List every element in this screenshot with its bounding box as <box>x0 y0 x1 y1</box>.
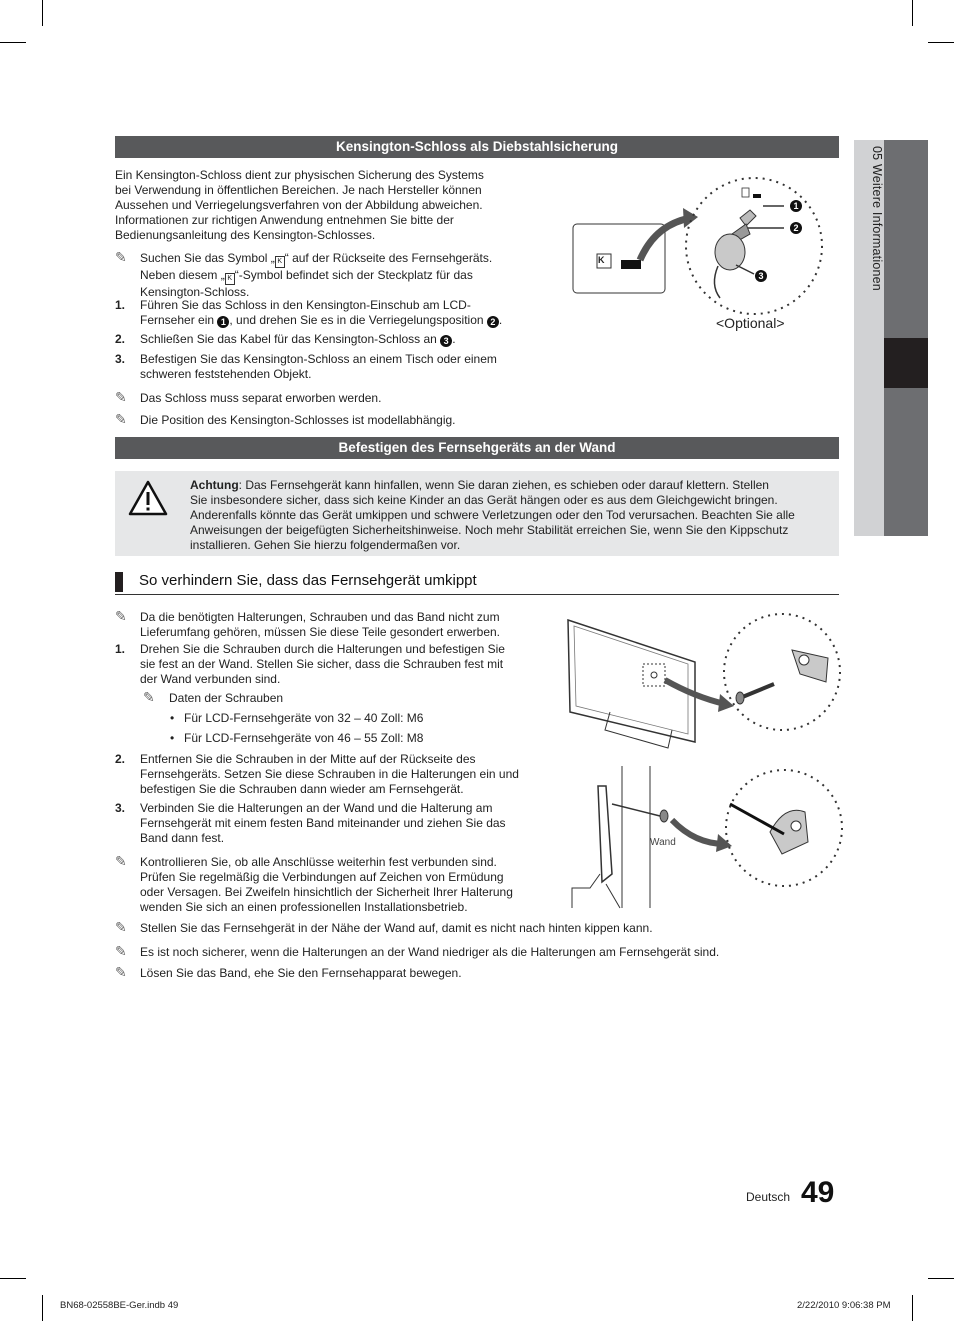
screw-spec-46-55: Für LCD-Fernsehgeräte von 46 – 55 Zoll: M8 <box>184 731 424 745</box>
step-text: . <box>498 313 503 327</box>
step-number: 1. <box>115 642 126 656</box>
warning-bold: Achtung <box>190 478 239 492</box>
antitip-note-loosen: Lösen Sie das Band, ehe Sie den Fernsehapparat bewegen. <box>140 966 462 980</box>
step-text: Fernsehgeräts. Setzen Sie diese Schrauben in die Halterungen ein und <box>140 767 519 781</box>
crop-mark <box>912 1295 913 1321</box>
warning-box <box>115 471 839 556</box>
step-text: Drehen Sie die Schrauben durch die Halterungen und befestigen Sie <box>140 642 505 656</box>
section-header-wall-mount: Befestigen des Fernsehgeräts an der Wand <box>115 437 839 459</box>
screw-data-note: Daten der Schrauben <box>169 691 284 705</box>
step-text: befestigen Sie die Schrauben dann wieder am Fernsehgerät. <box>140 782 464 796</box>
optional-label: <Optional> <box>716 315 785 331</box>
note-text: Kensington-Schloss. <box>140 285 250 299</box>
note-text: “ auf der Rückseite des Fernsehgeräts. <box>284 251 493 265</box>
antitip-step-1 <box>140 642 505 687</box>
crop-mark <box>42 0 43 26</box>
kensington-lock-illustration <box>570 170 840 340</box>
step-number: 3. <box>115 352 126 366</box>
footer-language: Deutsch <box>746 1190 791 1204</box>
step-text: sie fest an der Wand. Stellen Sie sicher, dass die Schrauben fest mit <box>140 657 504 671</box>
step-text: , und drehen Sie es in die Verriegelungsposition <box>229 313 487 327</box>
kensington-step-3 <box>140 352 497 382</box>
crop-mark <box>928 1278 954 1279</box>
footer-file: BN68-02558BE-Ger.indb 49 <box>60 1300 179 1311</box>
warning-line: : Das Fernsehgerät kann hinfallen, wenn Sie daran ziehen, es schieben oder darauf klettern. Stellen <box>238 478 769 492</box>
note-pencil-icon: ✎ <box>115 853 127 869</box>
bullet-dot: • <box>170 731 175 745</box>
antitip-note-check <box>140 855 513 915</box>
callout-3-icon: 3 <box>440 335 452 347</box>
step-number: 1. <box>115 298 126 312</box>
page-number: 49 <box>801 1176 835 1209</box>
note-text: Suchen Sie das Symbol „ <box>140 251 275 265</box>
step-text: schweren feststehenden Objekt. <box>140 367 312 381</box>
note-text: oder Versagen. Bei Zweifeln hinsichtlich der Sicherheit Ihrer Halterung <box>140 885 513 899</box>
note-pencil-icon: ✎ <box>115 389 127 405</box>
note-pencil-icon: ✎ <box>115 943 127 959</box>
crop-mark <box>928 42 954 43</box>
bullet-dot: • <box>170 711 175 725</box>
intro-line: Bedienungsanleitung des Kensington-Schlosses. <box>115 228 376 242</box>
warning-line: Anweisungen der beigefügten Sicherheitshinweise. Noch mehr Stabilität erreichen Sie, wenn Sie den Kippschutz <box>190 523 789 537</box>
intro-line: Aussehen und Verriegelungsverfahren von der Abbildung abweichen. <box>115 198 483 212</box>
warning-line: installieren. Gehen Sie hierzu folgendermaßen vor. <box>190 538 461 552</box>
screw-spec-32-40: Für LCD-Fernsehgeräte von 32 – 40 Zoll: M6 <box>184 711 424 725</box>
subsection-rule <box>115 594 839 595</box>
step-text: . <box>452 332 456 346</box>
step-text: Führen Sie das Schloss in den Kensington-Einschub am LCD- <box>140 298 471 312</box>
warning-text <box>190 478 830 553</box>
step-text: Fernseher ein <box>140 313 218 327</box>
intro-line: bei Verwendung in öffentlichen Bereichen. Je nach Hersteller können <box>115 183 482 197</box>
step-text: Band dann fest. <box>140 831 225 845</box>
step-text: Schließen Sie das Kabel für das Kensington-Schloss an <box>140 332 441 346</box>
tv-back-bracket-illustration <box>560 612 850 757</box>
note-text: “-Symbol befindet sich der Steckplatz für das <box>234 268 473 282</box>
note-text: Lieferumfang gehören, müssen Sie diese Teile gesondert erwerben. <box>140 625 500 639</box>
note-pencil-icon: ✎ <box>115 249 127 265</box>
note-pencil-icon: ✎ <box>115 411 127 427</box>
antitip-note-near-wall: Stellen Sie das Fernsehgerät in der Nähe der Wand auf, damit es nicht nach hinten kippen kann. <box>140 921 653 935</box>
subsection-marker <box>115 572 123 592</box>
step-number: 2. <box>115 332 126 346</box>
crop-mark <box>42 1295 43 1321</box>
step-text: Befestigen Sie das Kensington-Schloss an einem Tisch oder einem <box>140 352 497 366</box>
kensington-note-position: Die Position des Kensington-Schlosses ist modellabhängig. <box>140 413 456 427</box>
kensington-step-1 <box>140 298 502 328</box>
note-text: Prüfen Sie regelmäßig die Verbindungen auf Zeichen von Ermüdung <box>140 870 504 884</box>
antitip-note-parts <box>140 610 500 640</box>
callout-2-icon: 2 <box>790 222 802 234</box>
note-text: Da die benötigten Halterungen, Schrauben und das Band nicht zum <box>140 610 500 624</box>
kensington-k-label: K <box>598 255 605 265</box>
chapter-tab-label: 05 Weitere Informationen <box>870 146 884 291</box>
step-number: 2. <box>115 752 126 766</box>
antitip-step-2 <box>140 752 519 797</box>
kensington-k-icon: K <box>225 273 235 285</box>
kensington-note-symbol <box>140 251 492 300</box>
warning-triangle-icon <box>128 480 168 516</box>
crop-mark <box>0 1278 26 1279</box>
callout-2-icon: 2 <box>487 316 499 328</box>
step-text: der Wand verbunden sind. <box>140 672 281 686</box>
kensington-step-2 <box>140 332 456 347</box>
callout-1-icon: 1 <box>217 316 229 328</box>
tv-wall-strap-illustration <box>560 764 850 910</box>
chapter-tab-marker <box>884 338 928 388</box>
warning-line: Anderenfalls könnte das Gerät umkippen und schwere Verletzungen oder den Tod verursachen. Beachten Sie alle <box>190 508 795 522</box>
step-text: Entfernen Sie die Schrauben in der Mitte auf der Rückseite des <box>140 752 476 766</box>
kensington-k-icon: K <box>275 256 285 268</box>
crop-mark <box>912 0 913 26</box>
note-pencil-icon: ✎ <box>115 608 127 624</box>
note-text: Neben diesem „ <box>140 268 225 282</box>
step-text: Fernsehgerät mit einem festen Band miteinander und ziehen Sie das <box>140 816 506 830</box>
note-text: Kontrollieren Sie, ob alle Anschlüsse weiterhin fest verbunden sind. <box>140 855 497 869</box>
intro-line: Informationen zur richtigen Anwendung entnehmen Sie bitte der <box>115 213 454 227</box>
footer-timestamp: 2/22/2010 9:06:38 PM <box>797 1300 891 1311</box>
kensington-intro <box>115 168 484 243</box>
kensington-note-purchase: Das Schloss muss separat erworben werden. <box>140 391 382 405</box>
antitip-step-3 <box>140 801 506 846</box>
warning-line: Sie insbesondere sicher, dass sich keine Kinder an das Gerät hängen oder es aus dem Gleichgewicht bringen. <box>190 493 778 507</box>
note-text: wenden Sie sich an einen professionellen Installationsbetrieb. <box>140 900 468 914</box>
section-header-kensington: Kensington-Schloss als Diebstahlsicherung <box>115 136 839 158</box>
callout-1-icon: 1 <box>790 200 802 212</box>
intro-line: Ein Kensington-Schloss dient zur physischen Sicherung des Systems <box>115 168 484 182</box>
step-text: Verbinden Sie die Halterungen an der Wand und die Halterung am <box>140 801 493 815</box>
note-pencil-icon: ✎ <box>115 919 127 935</box>
wall-label: Wand <box>650 837 676 848</box>
note-pencil-icon: ✎ <box>115 964 127 980</box>
step-number: 3. <box>115 801 126 815</box>
note-pencil-icon: ✎ <box>143 689 155 705</box>
subsection-title: So verhindern Sie, dass das Fernsehgerät umkippt <box>139 572 477 589</box>
callout-3-icon: 3 <box>755 270 767 282</box>
antitip-note-lower-brackets: Es ist noch sicherer, wenn die Halterungen an der Wand niedriger als die Halterungen am Fernsehgerät sind. <box>140 945 720 959</box>
crop-mark <box>0 42 26 43</box>
